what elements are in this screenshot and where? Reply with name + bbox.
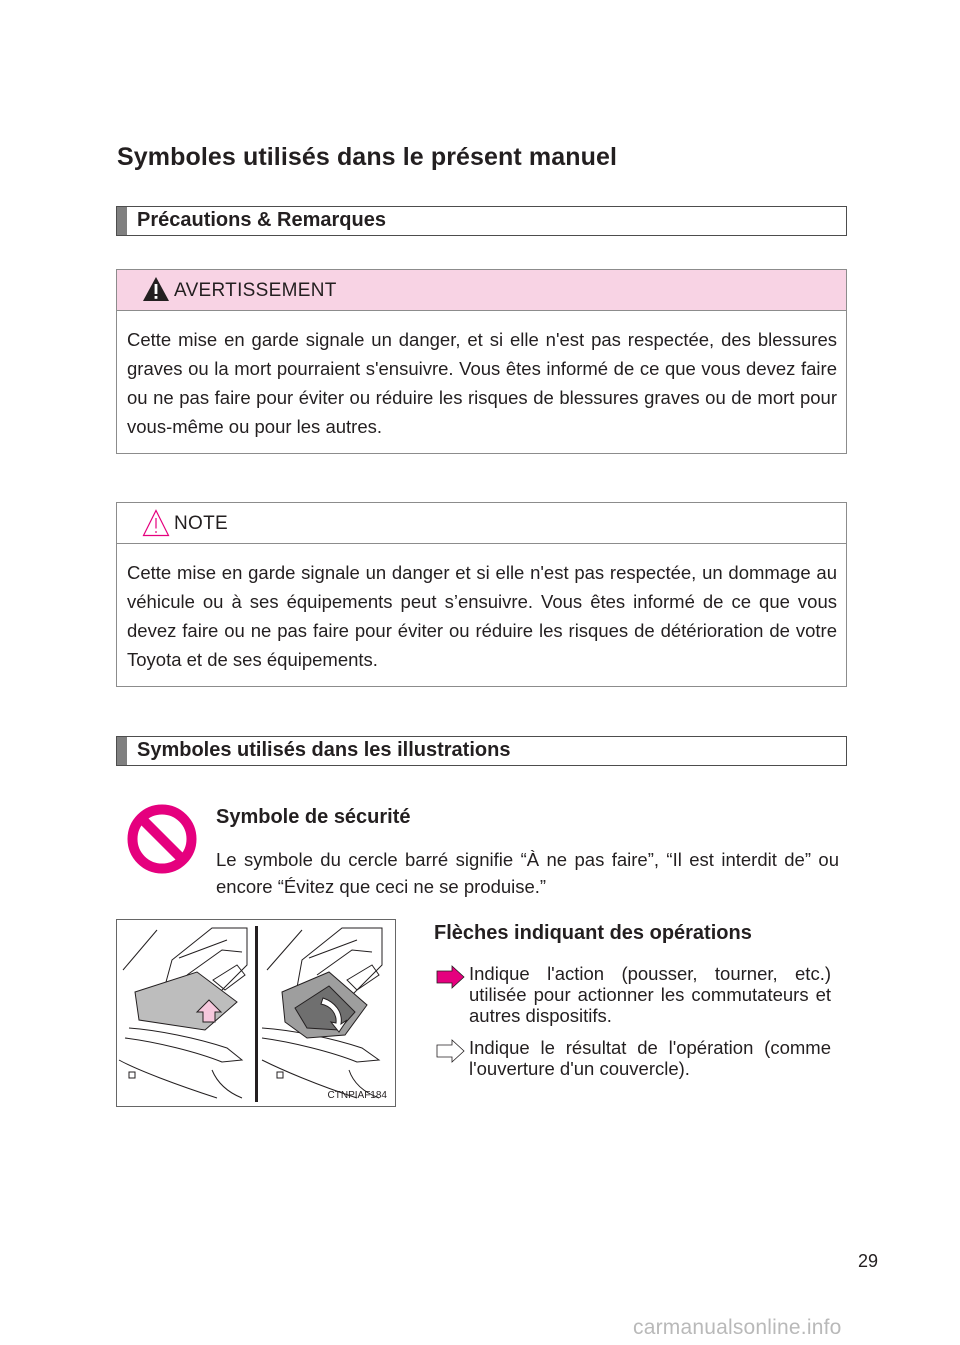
page-number: 29	[858, 1251, 879, 1271]
outline-arrow-icon	[436, 1039, 466, 1068]
operation-arrows-title: Flèches indiquant des opérations	[434, 922, 752, 944]
section-header-precautions	[116, 206, 847, 236]
warning-header-label: AVERTISSEMENT	[174, 280, 337, 301]
note-box	[116, 502, 847, 687]
pink-filled-arrow-icon	[436, 965, 466, 994]
operation-arrow-item-result	[436, 1037, 831, 1079]
warning-triangle-filled-icon	[142, 276, 170, 307]
section-label: Précautions & Remarques	[137, 209, 386, 231]
operation-arrow-item-action	[436, 963, 831, 1026]
section-accent	[117, 737, 127, 765]
note-header-label: NOTE	[174, 513, 228, 534]
warning-header	[117, 270, 846, 311]
warning-triangle-outline-icon	[142, 509, 170, 542]
safety-symbol-title: Symbole de sécurité	[216, 806, 411, 828]
operation-illustration	[116, 919, 396, 1107]
prohibited-circle-icon	[127, 804, 197, 879]
operation-arrow-text: Indique le résultat de l'opération (comme l'ouverture d'un couvercle).	[469, 1037, 831, 1079]
section-accent	[117, 207, 127, 235]
operation-arrow-text: Indique l'action (pousser, tourner, etc.) utilisée pour actionner les commutateurs et autres dispositifs.	[469, 963, 831, 1026]
warning-text: Cette mise en garde signale un danger, et si elle n'est pas respectée, des blessures graves ou la mort pourraient s'ensuivre. Vous êtes informé de ce que vous devez faire ou ne pas faire pour éviter ou réduire les risques de blessures graves ou de mort pour vous-même ou pour les autres.	[127, 329, 837, 437]
operation-illustration-drawing	[117, 920, 396, 1107]
illustration-code: CTNPIAF184	[327, 1090, 387, 1101]
note-text: Cette mise en garde signale un danger et si elle n'est pas respectée, un dommage au véhicule ou à ses équipements peut s’ensuivre. Vous êtes informé de ce que vous devez faire ou ne pas faire pour éviter ou réduire les risques de détérioration de votre Toyota et de ses équipements.	[127, 562, 837, 670]
section-label: Symboles utilisés dans les illustrations	[137, 739, 511, 761]
warning-box	[116, 269, 847, 454]
note-header	[117, 503, 846, 544]
page-title: Symboles utilisés dans le présent manuel	[117, 143, 618, 171]
watermark: carmanualsonline.info	[633, 1316, 842, 1339]
section-header-illustrations	[116, 736, 847, 766]
safety-symbol-text: Le symbole du cercle barré signifie “À ne pas faire”, “Il est interdit de” ou encore “Évitez que ceci ne se produise.”	[216, 849, 839, 897]
